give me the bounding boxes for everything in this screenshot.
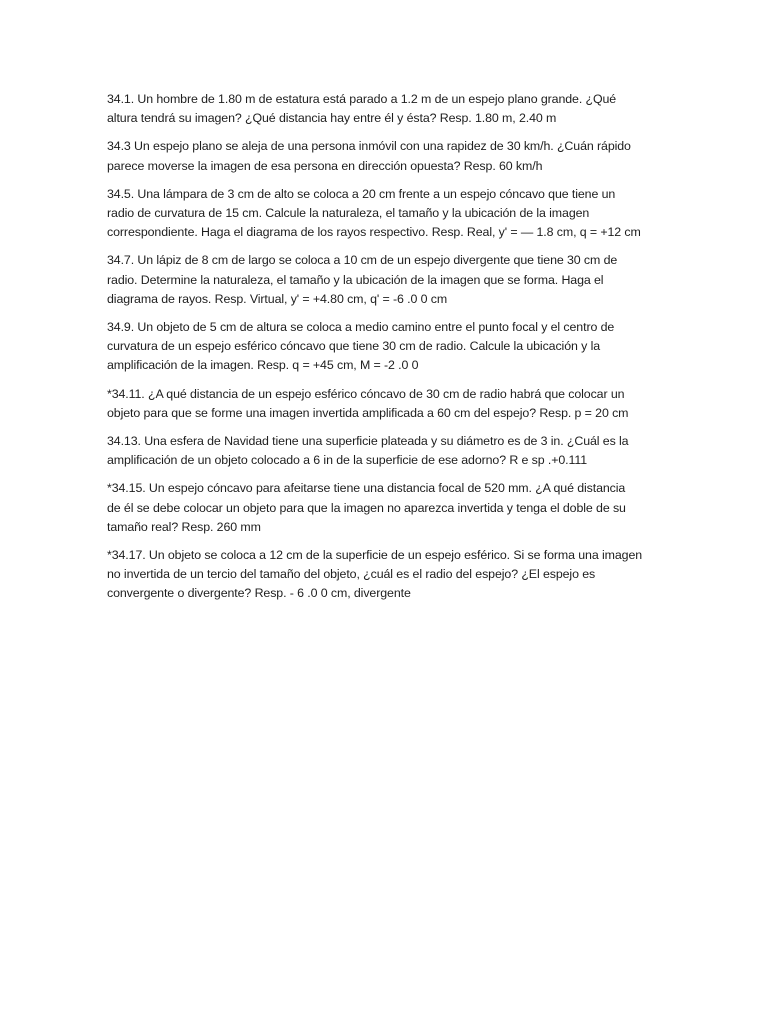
problem-34-11: *34.11. ¿A qué distancia de un espejo esférico cóncavo de 30 cm de radio habrá que colocar un objeto para que se forme una imagen invertida amplificada a 60 cm del espejo? Resp. p = 20 cm (107, 386, 629, 420)
problem-34-15: *34.15. Un espejo cóncavo para afeitarse tiene una distancia focal de 520 mm. ¿A qué distancia de él se debe colocar un objeto para que la imagen no aparezca invertida y tenga el doble de su tamaño real? Resp. 260 mm (107, 481, 626, 534)
problem-34-5: 34.5. Una lámpara de 3 cm de alto se coloca a 20 cm frente a un espejo cóncavo que tiene un radio de curvatura de 15 cm. Calcule la naturaleza, el tamaño y la ubicación de la imagen correspondiente. Haga el diagrama de los rayos respectivo. Resp. Real, y' = — 1.8 cm, q = +12 cm (107, 186, 641, 240)
problem-34-17: *34.17. Un objeto se coloca a 12 cm de la superficie de un espejo esférico. Si se forma una imagen no invertida de un tercio del tamaño del objeto, ¿cuál es el radio del espejo? ¿El espejo es convergente o divergente? Resp. - 6 .0 0 cm, divergente (107, 548, 643, 601)
problem-34-13: 34.13. Una esfera de Navidad tiene una superficie plateada y su diámetro es de 3 in. ¿Cuál es la amplificación de un objeto colocado a 6 in de la superficie de ese adorno? R e sp .+0.111 (107, 434, 629, 468)
problem-34-7: 34.7. Un lápiz de 8 cm de largo se coloca a 10 cm de un espejo divergente que tiene 30 cm de radio. Determine la naturaleza, el tamaño y la ubicación de la imagen que se forma. Haga el diagrama de rayos. Resp. Virtual, y' = +4.80 cm, q' = -6 .0 0 cm (107, 253, 618, 306)
problem-34-3: 34.3 Un espejo plano se aleja de una persona inmóvil con una rapidez de 30 km/h. ¿Cuán rápido parece moverse la imagen de esa persona en dirección opuesta? Resp. 60 km/h (107, 139, 631, 173)
problem-34-1: 34.1. Un hombre de 1.80 m de estatura está parado a 1.2 m de un espejo plano grande. ¿Qué altura tendrá su imagen? ¿Qué distancia hay entre él y ésta? Resp. 1.80 m, 2.40 m (107, 92, 617, 126)
problem-34-9: 34.9. Un objeto de 5 cm de altura se coloca a medio camino entre el punto focal y el centro de curvatura de un espejo esférico cóncavo que tiene 30 cm de radio. Calcule la ubicación y la amplificación de la imagen. Resp. q = +45 cm, M = -2 .0 0 (107, 320, 615, 373)
problem-list (107, 90, 667, 613)
